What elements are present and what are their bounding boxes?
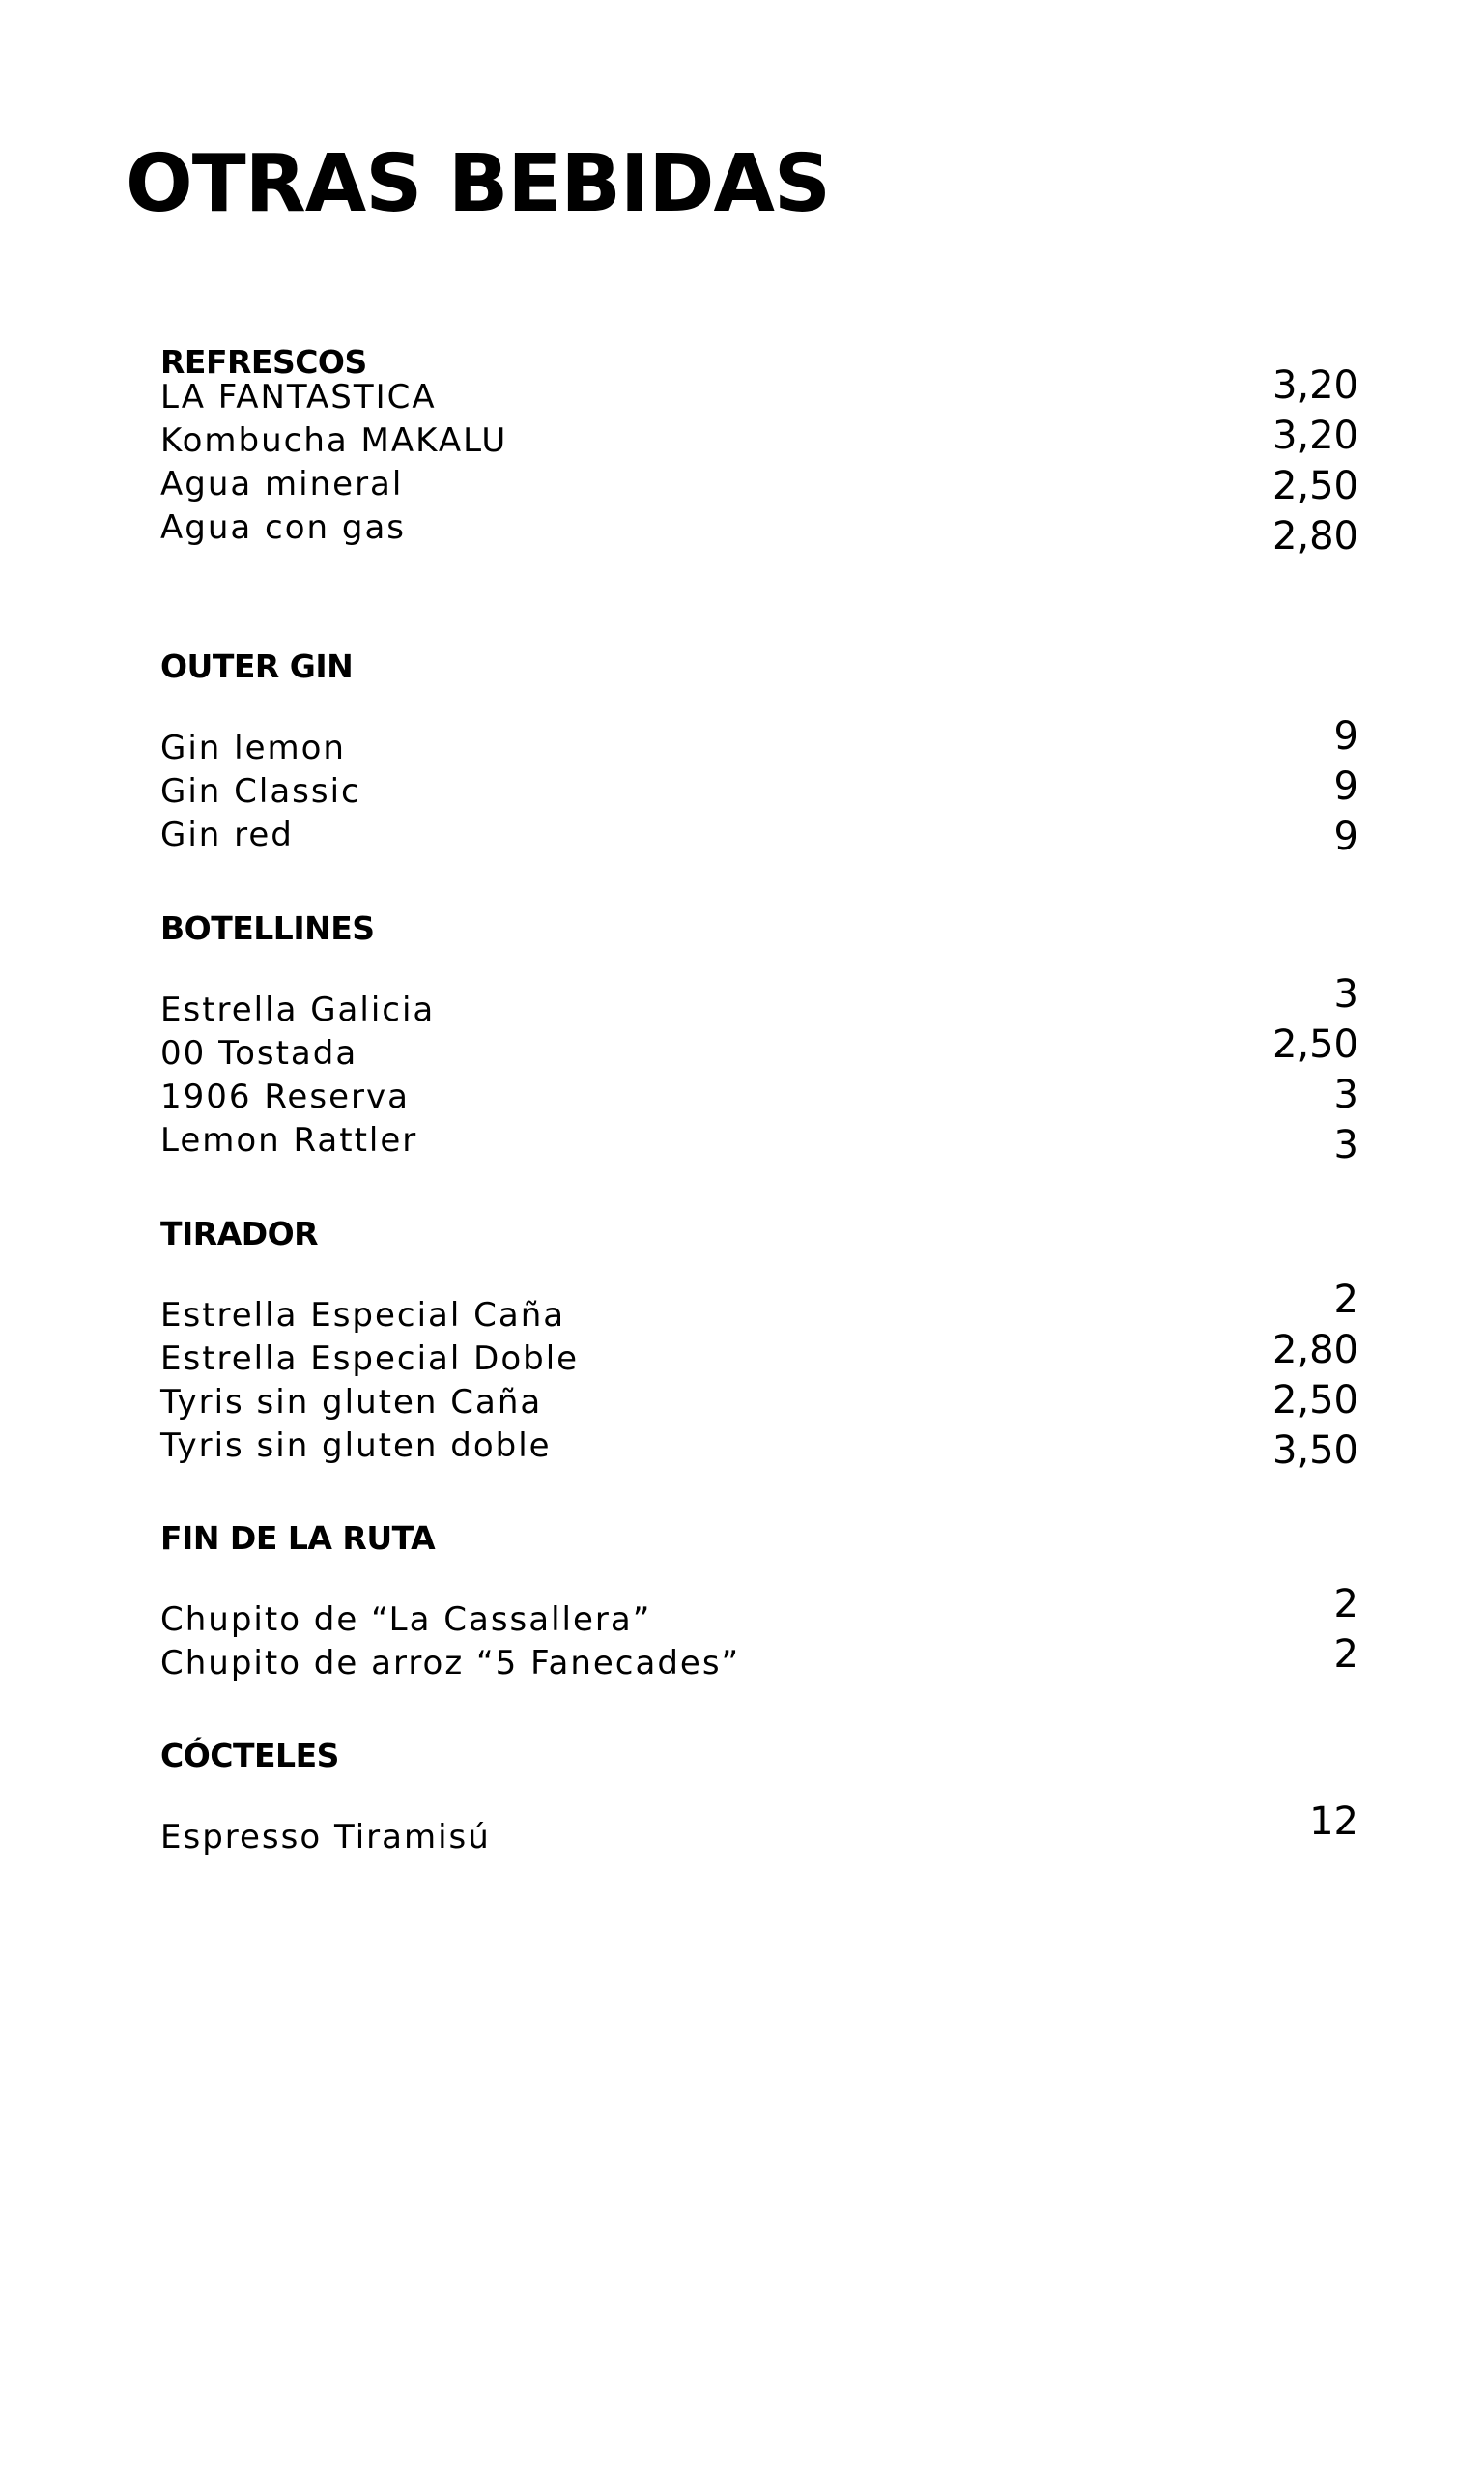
item-name: Agua con gas [160, 508, 407, 547]
item-price: 9 [1333, 714, 1358, 759]
item-name: 00 Tostada [160, 1034, 358, 1073]
section-heading: BOTELLINES [160, 909, 375, 947]
item-price: 3,50 [1271, 1428, 1358, 1473]
item-name: Chupito de arroz “5 Fanecades” [160, 1644, 741, 1683]
section-heading: OUTER GIN [160, 647, 354, 685]
section-botellines [160, 909, 1358, 1167]
item-price: 9 [1333, 764, 1358, 809]
item-price: 12 [1309, 1799, 1358, 1844]
item-price: 3 [1333, 1123, 1358, 1167]
item-name: Estrella Galicia [160, 991, 436, 1029]
item-name: LA FANTASTICA [160, 378, 437, 417]
item-name: Gin lemon [160, 729, 346, 767]
item-name: Estrella Especial Caña [160, 1296, 566, 1335]
item-name: Agua mineral [160, 465, 404, 503]
item-price: 3,20 [1271, 414, 1358, 458]
item-price: 2,50 [1271, 464, 1358, 508]
item-name: 1906 Reserva [160, 1078, 410, 1116]
section-outer-gin [160, 647, 1358, 859]
item-price: 2,50 [1271, 1378, 1358, 1423]
item-name: Lemon Rattler [160, 1121, 418, 1160]
item-name: Chupito de “La Cassallera” [160, 1600, 652, 1639]
item-name: Tyris sin gluten doble [160, 1426, 552, 1465]
item-price: 2,80 [1271, 1328, 1358, 1372]
item-price: 3 [1333, 972, 1358, 1017]
item-price: 2,80 [1271, 514, 1358, 559]
page-title: OTRAS BEBIDAS [126, 138, 830, 230]
section-heading: CÓCTELES [160, 1737, 339, 1774]
item-name: Gin red [160, 816, 294, 854]
section-cocteles [160, 1737, 1358, 1856]
item-name: Tyris sin gluten Caña [160, 1383, 543, 1422]
item-price: 9 [1333, 815, 1358, 859]
item-price: 3 [1333, 1073, 1358, 1117]
section-heading: FIN DE LA RUTA [160, 1519, 436, 1557]
section-heading: TIRADOR [160, 1215, 319, 1252]
item-name: Kombucha MAKALU [160, 421, 508, 460]
item-price: 2 [1333, 1278, 1358, 1322]
section-refrescos [160, 343, 1358, 559]
section-heading: REFRESCOS [160, 343, 367, 381]
section-tirador [160, 1215, 1358, 1473]
item-name: Estrella Especial Doble [160, 1339, 580, 1378]
item-price: 3,20 [1271, 363, 1358, 408]
item-price: 2,50 [1271, 1022, 1358, 1067]
section-fin-de-la-ruta [160, 1519, 1358, 1683]
item-name: Espresso Tiramisú [160, 1818, 491, 1856]
item-name: Gin Classic [160, 772, 361, 811]
item-price: 2 [1333, 1582, 1358, 1626]
item-price: 2 [1333, 1632, 1358, 1677]
